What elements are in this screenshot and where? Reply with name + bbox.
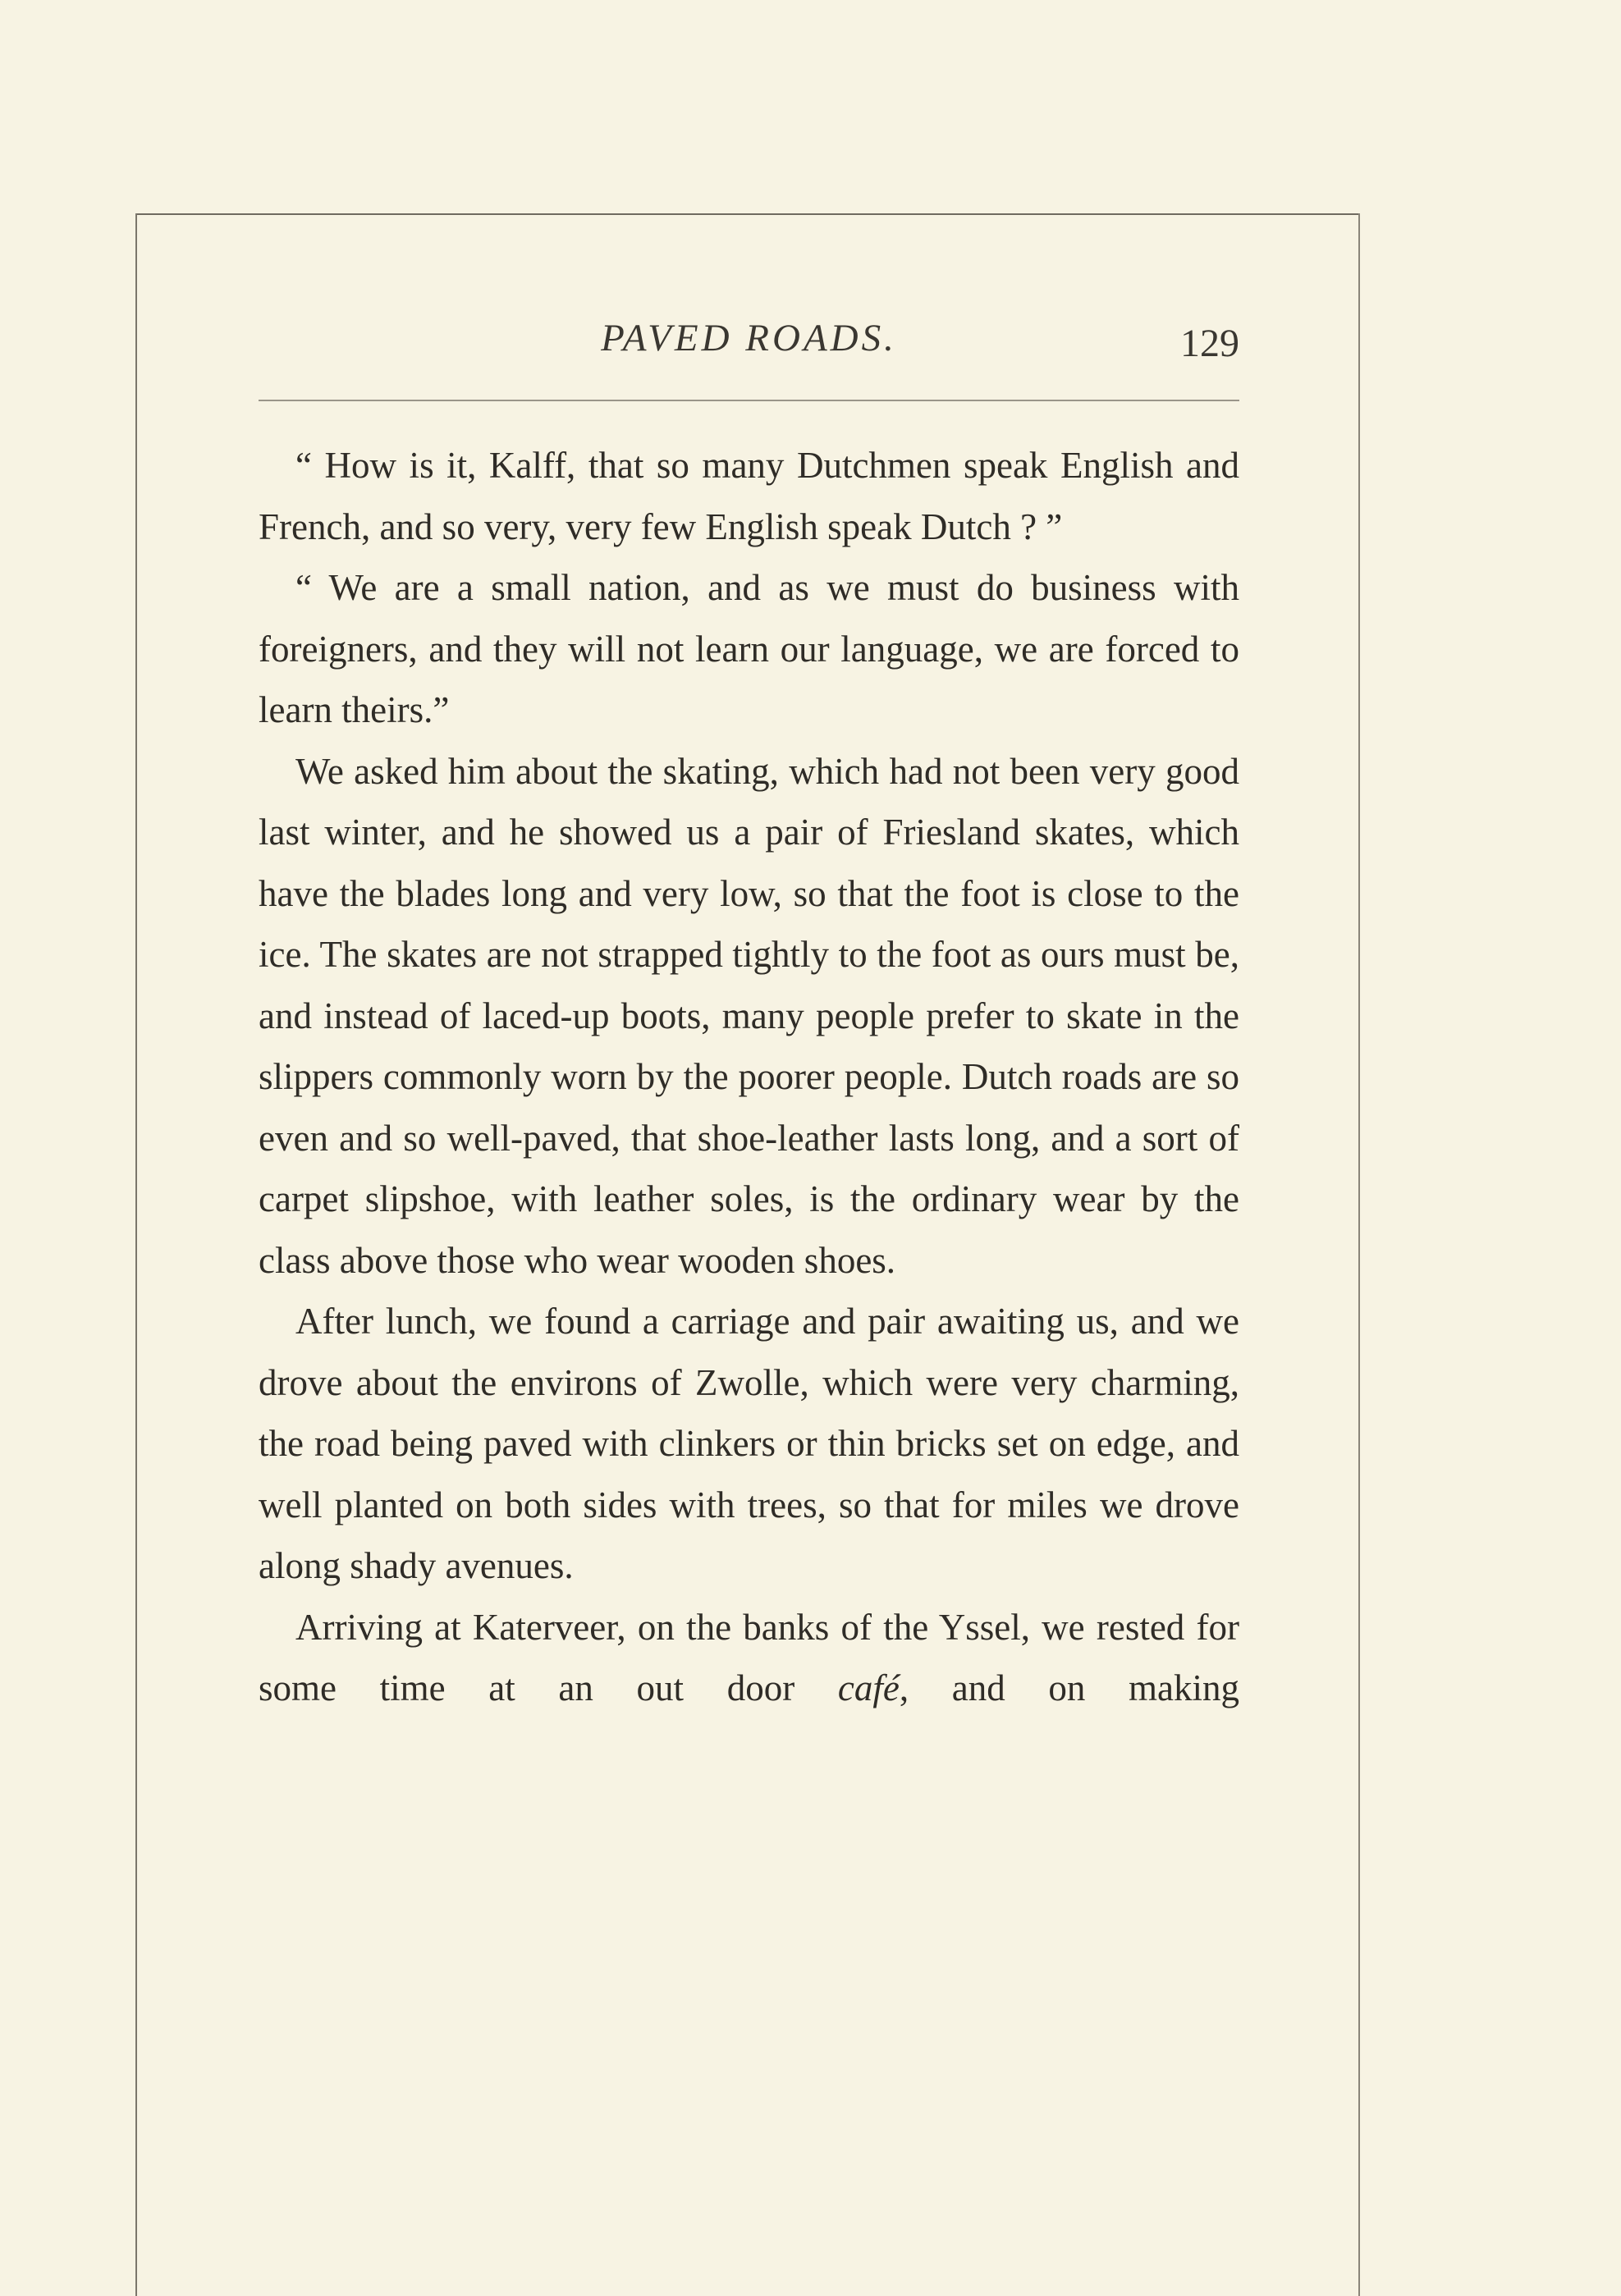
paragraph-5-italic: café <box>837 1667 900 1708</box>
body-text <box>259 435 1239 1719</box>
paragraph-5-tail: , and on making <box>899 1667 1240 1708</box>
paragraph-5 <box>259 1597 1239 1719</box>
header-rule <box>259 400 1239 401</box>
paragraph-1: “ How is it, Kalff, that so many Dutchmen speak English and French, and so very, very few English speak Dutch ? ” <box>259 445 1239 547</box>
paragraph-3: We asked him about the skating, which had not been very good last winter, and he showed us a pair of Friesland skates, which have the blades long and very low, so that the foot is close to the ice. The skates are not strapped tightly to the foot as ours must be, and instead of laced-up boots, many people prefer to skate in the slippers commonly worn by the poorer people. Dutch roads are so even and so well-paved, that shoe-leather lasts long, and a sort of carpet slipshoe, with leather soles, is the ordinary wear by the class above those who wear wooden shoes. <box>259 750 1239 1281</box>
frame-left-rule <box>135 213 137 2296</box>
page-number: 129 <box>1180 322 1239 365</box>
frame-right-rule <box>1358 213 1360 2296</box>
paragraph-2: “ We are a small nation, and as we must do business with foreigners, and they will not learn our language, we are forced to learn theirs.” <box>259 567 1239 730</box>
frame-top-rule <box>135 213 1360 215</box>
paragraph-5-text: Arriving at Katerveer, on the banks of the Yssel, we rested for some time at an out door <box>259 1606 1239 1708</box>
running-head <box>259 316 1239 373</box>
running-head-title: PAVED ROADS. <box>601 317 897 359</box>
paragraph-4: After lunch, we found a carriage and pair awaiting us, and we drove about the environs of Zwolle, which were very charming, the road being paved with clinkers or thin bricks set on edge, and well planted on both sides with trees, so that for miles we drove along shady avenues. <box>259 1301 1239 1586</box>
